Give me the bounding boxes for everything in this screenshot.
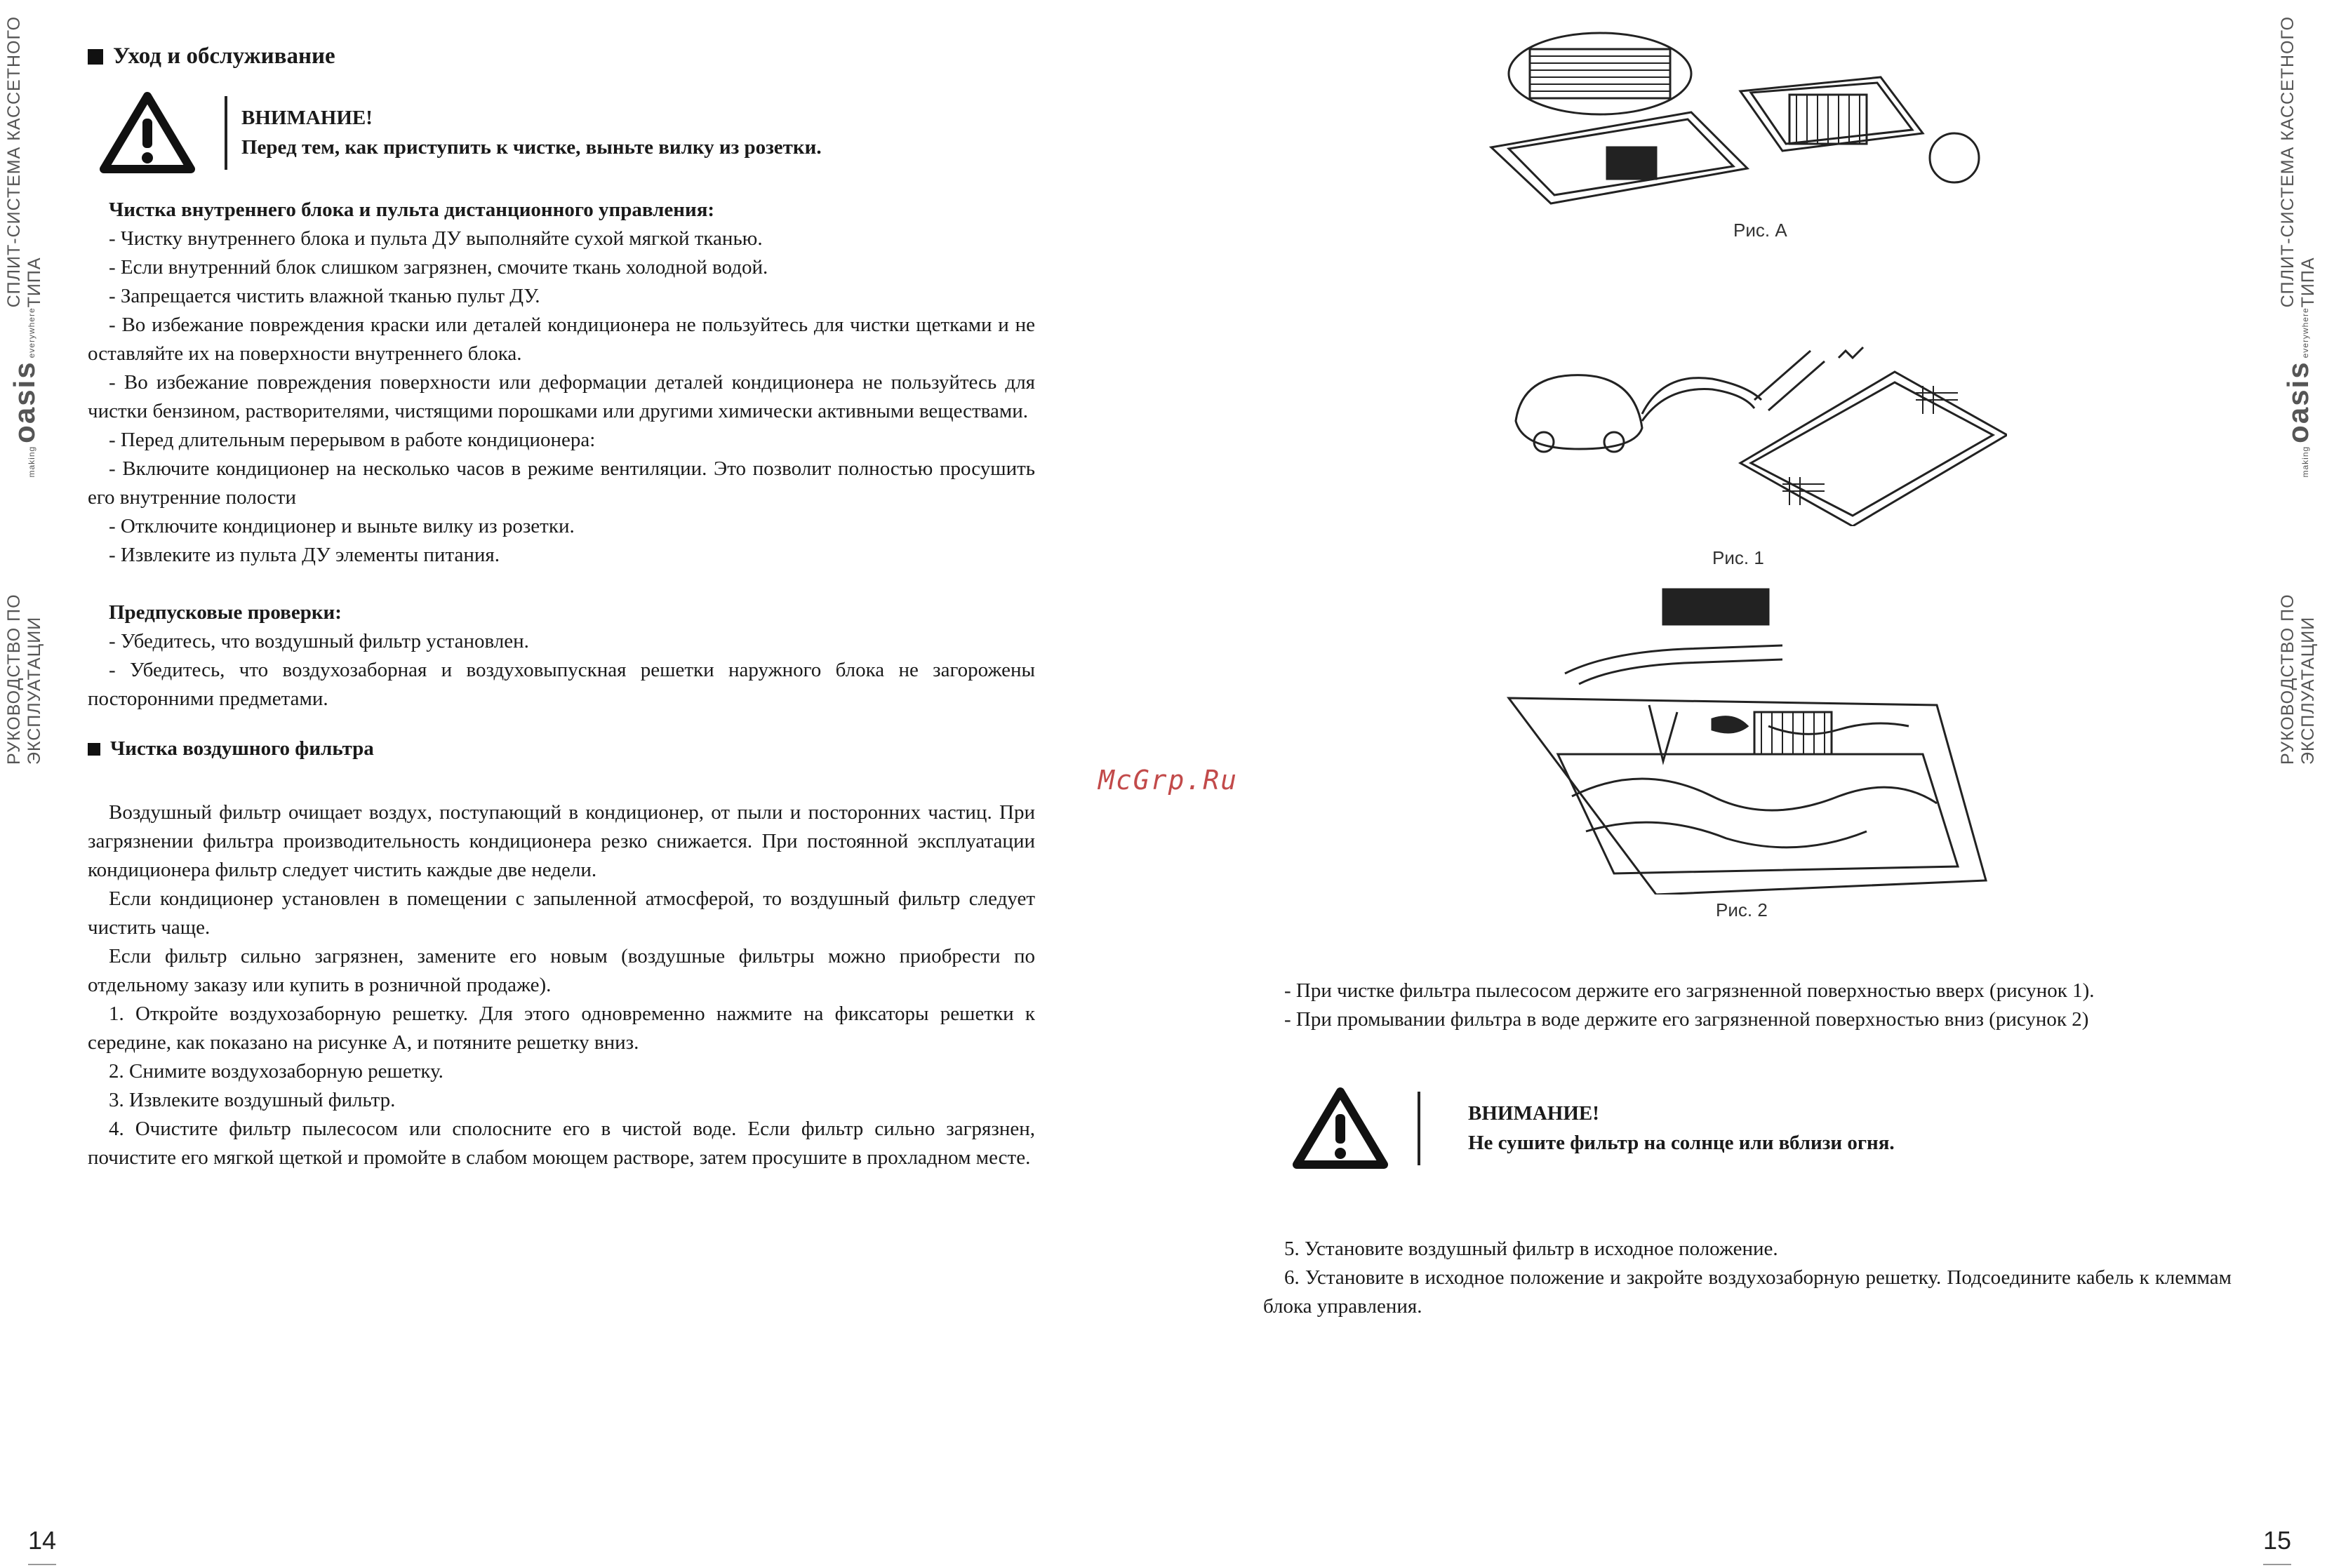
warning-triangle-icon [98,91,196,175]
left-side-strip [0,0,49,765]
watermark: McGrp.Ru [1098,765,1239,796]
precheck-heading: Предпусковые проверки: [109,601,342,624]
warning-title: ВНИМАНИЕ! [241,107,373,129]
list-item: - Включите кондиционер на несколько часов в режиме вентиляции. Это позволит полностью просушить его внутренние полости [88,457,1035,509]
list-item: - Убедитесь, что воздушный фильтр установлен. [109,630,529,652]
list-item: - Отключите кондиционер и выньте вилку из розетки. [109,515,575,537]
right-warning-wrap [1291,1086,2063,1170]
warning-box [1291,1086,2063,1170]
paragraph: Если фильтр сильно загрязнен, замените его новым (воздушные фильтры можно приобрести по отдельному заказу или купить в розничной продаже). [88,945,1035,996]
section-title: Уход и обслуживание [88,42,1035,71]
manual-label: РУКОВОДСТВО ПО ЭКСПЛУАТАЦИИ [4,594,44,765]
paragraph: 3. Извлеките воздушный фильтр. [109,1089,396,1111]
bullet-square-icon [88,743,100,756]
paragraph: 2. Снимите воздухозаборную решетку. [109,1060,444,1083]
warning-triangle-icon [1291,1086,1389,1170]
list-item: - При чистке фильтра пылесосом держите его загрязненной поверхностью вверх (рисунок 1). [1284,979,2095,1002]
oasis-logo: making oasis everywhere [2281,307,2314,478]
list-item: 5. Установите воздушный фильтр в исходное положение. [1284,1238,1778,1260]
list-item: - Перед длительным перерывом в работе кондиционера: [109,429,596,451]
left-page [88,42,1035,1172]
warning-title: ВНИМАНИЕ! [1468,1102,1599,1125]
list-item: - Во избежание повреждения краски или деталей кондиционера не пользуйтесь для чистки щетками и не оставляйте их на поверхности внутреннего блока. [88,314,1035,365]
list-item: - Запрещается чистить влажной тканью пульт ДУ. [109,285,540,307]
manual-label: РУКОВОДСТВО ПО ЭКСПЛУАТАЦИИ [2278,594,2318,765]
bullet-square-icon [88,49,103,65]
right-page-steps [1263,1235,2232,1321]
paragraph: 1. Откройте воздухозаборную решетку. Для этого одновременно нажмите на фиксаторы решетки к середине, как показано на рисунке А, и потяните решетку вниз. [88,1003,1035,1054]
page-number-left: 14 [28,1526,57,1555]
warning-divider [1418,1092,1420,1165]
figure-1-caption: Рис. 1 [1712,547,1764,568]
figure-a-illustration [1488,28,1993,210]
list-item: - Чистку внутреннего блока и пульта ДУ выполняйте сухой мягкой тканью. [109,227,763,250]
right-side-strip [2274,0,2323,765]
warning-box [98,91,1035,175]
figure-a-caption: Рис. А [1733,220,1787,241]
product-label: СПЛИТ-СИСТЕМА КАССЕТНОГО ТИПА [2278,15,2318,308]
product-label: СПЛИТ-СИСТЕМА КАССЕТНОГО ТИПА [4,15,44,308]
warning-divider [225,96,227,170]
paragraph: Если кондиционер установлен в помещении с запыленной атмосферой, то воздушный фильтр следует чистить чаще. [88,887,1035,939]
figure-1-vacuum-illustration [1502,344,2007,526]
figure-2-caption: Рис. 2 [1716,899,1768,920]
cleaning-heading: Чистка внутреннего блока и пульта дистанционного управления: [109,199,715,221]
list-item: - При промывании фильтра в воде держите его загрязненной поверхностью вниз (рисунок 2) [1284,1008,2089,1031]
filter-heading: Чистка воздушного фильтра [88,735,1035,763]
right-page-tips [1263,977,2232,1034]
paragraph: 4. Очистите фильтр пылесосом или сполосните его в чистой воде. Если фильтр сильно загрязнен, почистите его мягкой щеткой и промойте в слабом моющем растворе, затем просушите в прохладном месте. [88,1118,1035,1169]
figure-2-washing-illustration [1502,586,2007,894]
list-item: 6. Установите в исходное положение и закройте воздухозаборную решетку. Подсоедините кабель к клеммам блока управления. [1263,1266,2232,1318]
warning-text: Перед тем, как приступить к чистке, выньте вилку из розетки. [241,136,822,159]
page-number-right: 15 [2263,1526,2292,1555]
paragraph: Воздушный фильтр очищает воздух, поступающий в кондиционер, от пыли и посторонних частиц. При загрязнении фильтра производительность кондиционера резко снижается. При постоянной эксплуатации кондиционера фильтр следует чистить каждые две недели. [88,801,1035,881]
list-item: - Если внутренний блок слишком загрязнен, смочите ткань холодной водой. [109,256,768,279]
list-item: - Извлеките из пульта ДУ элементы питания. [109,544,500,566]
list-item: - Во избежание повреждения поверхности или деформации деталей кондиционера не пользуйтесь для чистки бензином, растворителями, чистящими порошками или другими химически активными веществами. [88,371,1035,422]
list-item: - Убедитесь, что воздухозаборная и воздуховыпускная решетки наружного блока не загорожены посторонними предметами. [88,659,1035,710]
warning-text: Не сушите фильтр на солнце или вблизи огня. [1468,1132,1895,1154]
oasis-logo: making oasis everywhere [8,307,41,478]
